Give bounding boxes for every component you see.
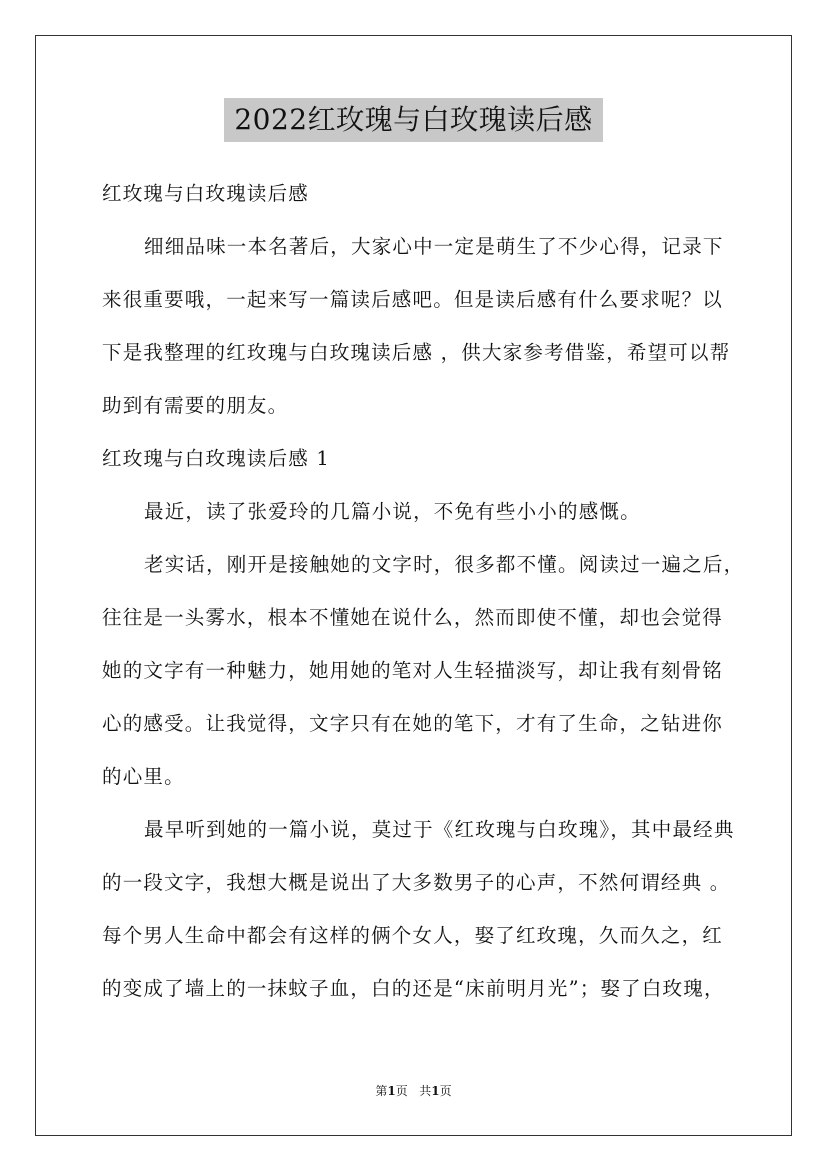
page-footer [0,1082,827,1100]
body-line: 她的文字有一种魅力，她用她的笔对人生轻描淡写，却让我有刻骨铭 [102,659,724,682]
section-heading: 红玫瑰与白玫瑰读后感 1 [102,447,331,470]
body-line: 细细品味一本名著后，大家心中一定是萌生了不少心得，记录下 [144,235,724,258]
page-prefix: 第 [375,1084,388,1098]
body-line: 心的感受。让我觉得，文字只有在她的笔下，才有了生命，之钻进你 [102,712,724,735]
body-line: 下是我整理的红玫瑰与白玫瑰读后感 ，供大家参考借鉴，希望可以帮 [102,341,731,364]
body-line: 红玫瑰与白玫瑰读后感 [102,182,310,205]
document-body [102,172,745,1020]
total-pages: 1 [431,1084,440,1098]
body-line: 最早听到她的一篇小说，莫过于《红玫瑰与白玫瑰》，其中最经典 [144,818,735,841]
page-suffix: 页 [395,1084,408,1098]
body-line: 来很重要哦，一起来写一篇读后感吧。但是读后感有什么要求呢？以 [102,288,724,311]
page-number: 1 [387,1084,396,1098]
body-line: 最近，读了张爱玲的几篇小说，不免有些小小的感慨。 [144,500,641,523]
body-line: 的一段文字，我想大概是说出了大多数男子的心声，不然何谓经典 。 [102,871,731,894]
total-prefix: 共 [419,1084,432,1098]
body-line: 每个男人生命中都会有这样的俩个女人，娶了红玫瑰，久而久之，红 [102,924,724,947]
body-line: 的变成了墙上的一抹蚊子血，白的还是“床前明月光”；娶了白玫瑰， [102,977,725,1000]
title-container [0,98,827,142]
document-title: 2022红玫瑰与白玫瑰读后感 [224,98,602,142]
body-line: 往往是一头雾水，根本不懂她在说什么，然而即使不懂，却也会觉得 [102,606,724,629]
body-line: 助到有需要的朋友。 [102,394,289,417]
body-line: 的心里。 [102,765,185,788]
total-suffix: 页 [439,1084,452,1098]
body-line: 老实话，刚开是接触她的文字时，很多都不懂。阅读过一遍之后， [144,553,745,576]
